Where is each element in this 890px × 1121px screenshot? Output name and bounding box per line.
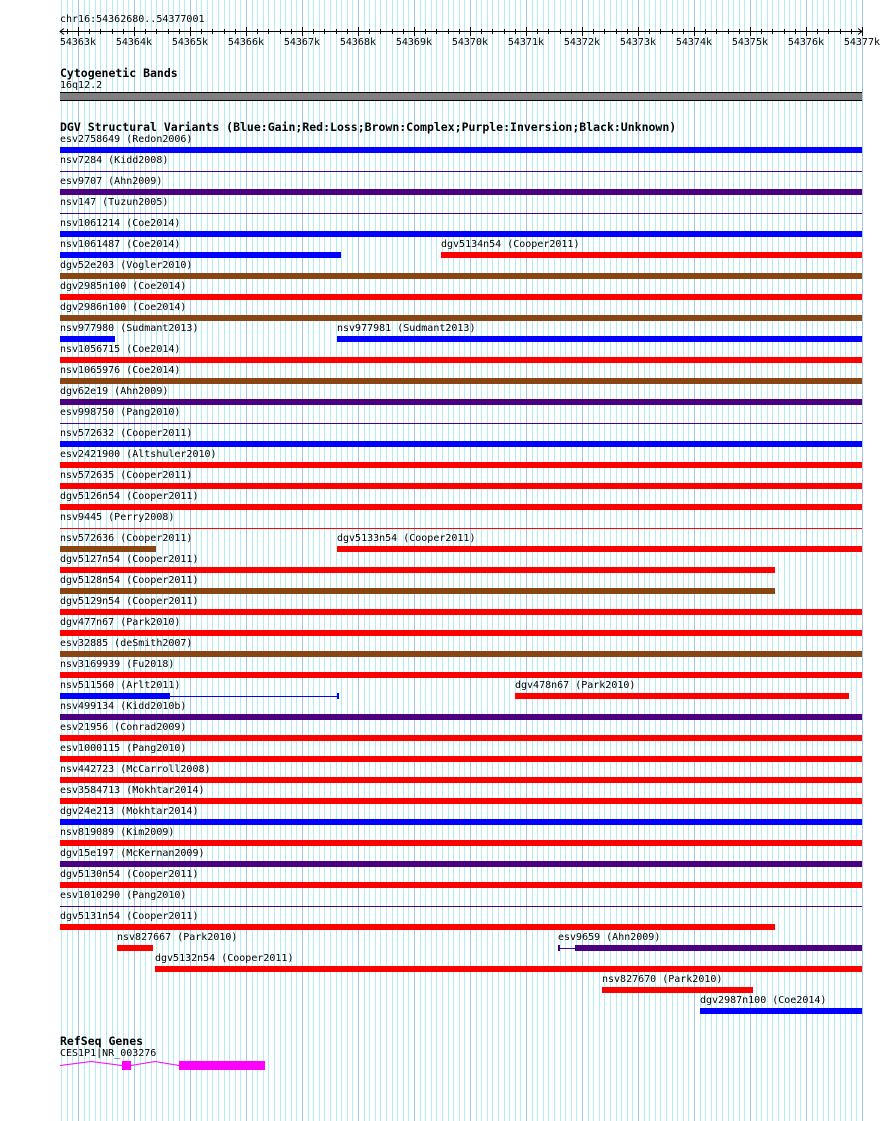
variant-label[interactable]: dgv15e197 (McKernan2009) (60, 848, 205, 859)
cytoband-track-title[interactable]: Cytogenetic Bands (60, 66, 178, 80)
variant-loss-bar[interactable] (602, 987, 753, 993)
variant-loss-bar[interactable] (515, 693, 849, 699)
variant-inversion-bar[interactable] (60, 189, 862, 195)
variant-gain-bar[interactable] (60, 441, 862, 447)
variant-complex-bar[interactable] (60, 378, 862, 384)
ruler-tick-label: 54367k (283, 37, 320, 48)
variant-label[interactable]: dgv478n67 (Park2010) (515, 680, 636, 691)
dgv-track-title[interactable]: DGV Structural Variants (Blue:Gain;Red:Loss;Brown:Complex;Purple:Inversion;Black:Unknown) (60, 120, 677, 134)
variant-loss-bar[interactable] (60, 924, 775, 930)
variant-gain-bar[interactable] (60, 336, 115, 342)
variant-label[interactable]: dgv5132n54 (Cooper2011) (155, 953, 294, 964)
ruler-tick-label: 54369k (395, 37, 432, 48)
variant-gain-bar[interactable] (700, 1008, 862, 1014)
location-label: chr16:54362680..54377001 (60, 14, 205, 25)
variant-label[interactable]: nsv9445 (Perry2008) (60, 512, 175, 523)
variant-end-cap (558, 945, 560, 951)
coordinate-ruler[interactable] (0, 24, 890, 48)
variant-label[interactable]: nsv442723 (McCarroll2008) (60, 764, 211, 775)
variant-loss-bar[interactable] (60, 630, 862, 636)
variant-label[interactable]: nsv819089 (Kim2009) (60, 827, 175, 838)
variant-label[interactable]: nsv572636 (Cooper2011) (60, 533, 193, 544)
variant-label[interactable]: nsv572635 (Cooper2011) (60, 470, 193, 481)
ruler-tick-label: 54373k (619, 37, 656, 48)
variant-label[interactable]: dgv5128n54 (Cooper2011) (60, 575, 199, 586)
variant-label[interactable]: dgv62e19 (Ahn2009) (60, 386, 169, 397)
gene-model[interactable] (0, 1058, 890, 1078)
variant-loss-bar[interactable] (60, 294, 862, 300)
variant-loss-bar[interactable] (60, 528, 862, 529)
variant-connector-line (170, 696, 338, 697)
variant-loss-bar[interactable] (441, 252, 862, 258)
variant-complex-bar[interactable] (60, 273, 862, 279)
variant-label[interactable]: esv3584713 (Mokhtar2014) (60, 785, 205, 796)
variant-loss-bar[interactable] (60, 567, 775, 573)
variant-loss-bar[interactable] (60, 777, 862, 783)
variant-label[interactable]: nsv572632 (Cooper2011) (60, 428, 193, 439)
variant-inversion-bar[interactable] (60, 861, 862, 867)
variant-inversion-bar[interactable] (60, 714, 862, 720)
variant-label[interactable]: dgv2985n100 (Coe2014) (60, 281, 187, 292)
ruler-tick-label: 54372k (563, 37, 600, 48)
variant-gain-bar[interactable] (60, 252, 341, 258)
variant-label[interactable]: esv2421900 (Altshuler2010) (60, 449, 217, 460)
variant-label[interactable]: dgv2987n100 (Coe2014) (700, 995, 827, 1006)
ruler-tick-label: 54366k (227, 37, 264, 48)
variant-loss-bar[interactable] (117, 945, 153, 951)
variant-label[interactable]: esv1010290 (Pang2010) (60, 890, 187, 901)
variant-loss-bar[interactable] (60, 609, 862, 615)
variant-label[interactable]: dgv5131n54 (Cooper2011) (60, 911, 199, 922)
ruler-tick-label: 54363k (59, 37, 96, 48)
variant-label[interactable]: nsv977981 (Sudmant2013) (337, 323, 476, 334)
variant-inversion-bar[interactable] (60, 906, 862, 907)
cytoband-label: 16q12.2 (60, 80, 103, 91)
variant-label[interactable]: dgv5129n54 (Cooper2011) (60, 596, 199, 607)
variant-label[interactable]: nsv147 (Tuzun2005) (60, 197, 169, 208)
variant-gain-bar[interactable] (337, 336, 862, 342)
variant-label[interactable]: nsv827667 (Park2010) (117, 932, 238, 943)
variant-gain-bar[interactable] (60, 231, 862, 237)
variant-complex-bar[interactable] (60, 588, 775, 594)
variant-label[interactable]: esv1000115 (Pang2010) (60, 743, 187, 754)
variant-label[interactable]: dgv5133n54 (Cooper2011) (337, 533, 476, 544)
variant-label[interactable]: nsv511560 (Arlt2011) (60, 680, 181, 691)
variant-inversion-bar[interactable] (60, 213, 862, 214)
variant-end-cap (337, 693, 339, 699)
variant-label[interactable]: dgv5130n54 (Cooper2011) (60, 869, 199, 880)
variant-loss-bar[interactable] (155, 966, 862, 972)
variant-label[interactable]: nsv1056715 (Coe2014) (60, 344, 181, 355)
gene-label[interactable]: CES1P1|NR_003276 (60, 1048, 157, 1059)
variant-complex-bar[interactable] (60, 546, 156, 552)
variant-label[interactable]: nsv1061487 (Coe2014) (60, 239, 181, 250)
variant-label[interactable]: dgv5127n54 (Cooper2011) (60, 554, 199, 565)
variant-label[interactable]: esv998750 (Pang2010) (60, 407, 181, 418)
variant-loss-bar[interactable] (60, 798, 862, 804)
variant-loss-bar[interactable] (60, 462, 862, 468)
variant-label[interactable]: nsv499134 (Kidd2010b) (60, 701, 187, 712)
variant-loss-bar[interactable] (337, 546, 862, 552)
ruler-tick-label: 54374k (675, 37, 713, 48)
variant-gain-bar[interactable] (60, 819, 862, 825)
variant-label[interactable]: nsv977980 (Sudmant2013) (60, 323, 199, 334)
variant-label[interactable]: nsv1065976 (Coe2014) (60, 365, 181, 376)
variant-label[interactable]: dgv24e213 (Mokhtar2014) (60, 806, 199, 817)
variant-loss-bar[interactable] (60, 756, 862, 762)
variant-inversion-bar[interactable] (60, 399, 862, 405)
variant-label[interactable]: esv21956 (Conrad2009) (60, 722, 187, 733)
variant-loss-bar[interactable] (60, 840, 862, 846)
variant-loss-bar[interactable] (60, 504, 862, 510)
variant-label[interactable]: nsv1061214 (Coe2014) (60, 218, 181, 229)
ruler-tick-label: 54377k (843, 37, 881, 48)
variant-inversion-bar[interactable] (60, 171, 862, 172)
variant-label[interactable]: dgv5126n54 (Cooper2011) (60, 491, 199, 502)
ruler-tick-label: 54370k (451, 37, 488, 48)
gene-exon[interactable] (122, 1061, 131, 1070)
ruler-tick-label: 54375k (731, 37, 769, 48)
variant-connector-line (558, 948, 575, 949)
variant-label[interactable]: esv2758649 (Redon2006) (60, 134, 193, 145)
variant-label[interactable]: esv9707 (Ahn2009) (60, 176, 163, 187)
ruler-tick-label: 54364k (115, 37, 152, 48)
cytoband-bar[interactable] (60, 92, 862, 101)
variant-label[interactable]: esv32885 (deSmith2007) (60, 638, 193, 649)
variant-loss-bar[interactable] (60, 735, 862, 741)
variant-loss-bar[interactable] (60, 357, 862, 363)
variant-loss-bar[interactable] (60, 882, 862, 888)
variant-label[interactable]: dgv2986n100 (Coe2014) (60, 302, 187, 313)
variant-complex-bar[interactable] (60, 315, 862, 321)
gene-intron-line (60, 1062, 179, 1066)
ruler-tick-label: 54368k (339, 37, 376, 48)
variant-gain-bar[interactable] (60, 147, 862, 153)
variant-inversion-bar[interactable] (60, 423, 862, 424)
variant-label[interactable]: esv9659 (Ahn2009) (558, 932, 661, 943)
variant-label[interactable]: nsv3169939 (Fu2018) (60, 659, 175, 670)
variant-label[interactable]: nsv827670 (Park2010) (602, 974, 723, 985)
variant-gain-bar[interactable] (60, 693, 170, 699)
variant-complex-bar[interactable] (60, 651, 862, 657)
ruler-tick-label: 54371k (507, 37, 544, 48)
refseq-track-title[interactable]: RefSeq Genes (60, 1034, 144, 1048)
variant-loss-bar[interactable] (60, 672, 862, 678)
variant-label[interactable]: dgv5134n54 (Cooper2011) (441, 239, 580, 250)
variant-label[interactable]: dgv52e203 (Vogler2010) (60, 260, 193, 271)
variant-inversion-bar[interactable] (575, 945, 862, 951)
variant-label[interactable]: dgv477n67 (Park2010) (60, 617, 181, 628)
ruler-tick-label: 54365k (171, 37, 208, 48)
ruler-tick-label: 54376k (787, 37, 825, 48)
variant-label[interactable]: nsv7284 (Kidd2008) (60, 155, 169, 166)
gene-exon[interactable] (179, 1061, 265, 1070)
variant-loss-bar[interactable] (60, 483, 862, 489)
